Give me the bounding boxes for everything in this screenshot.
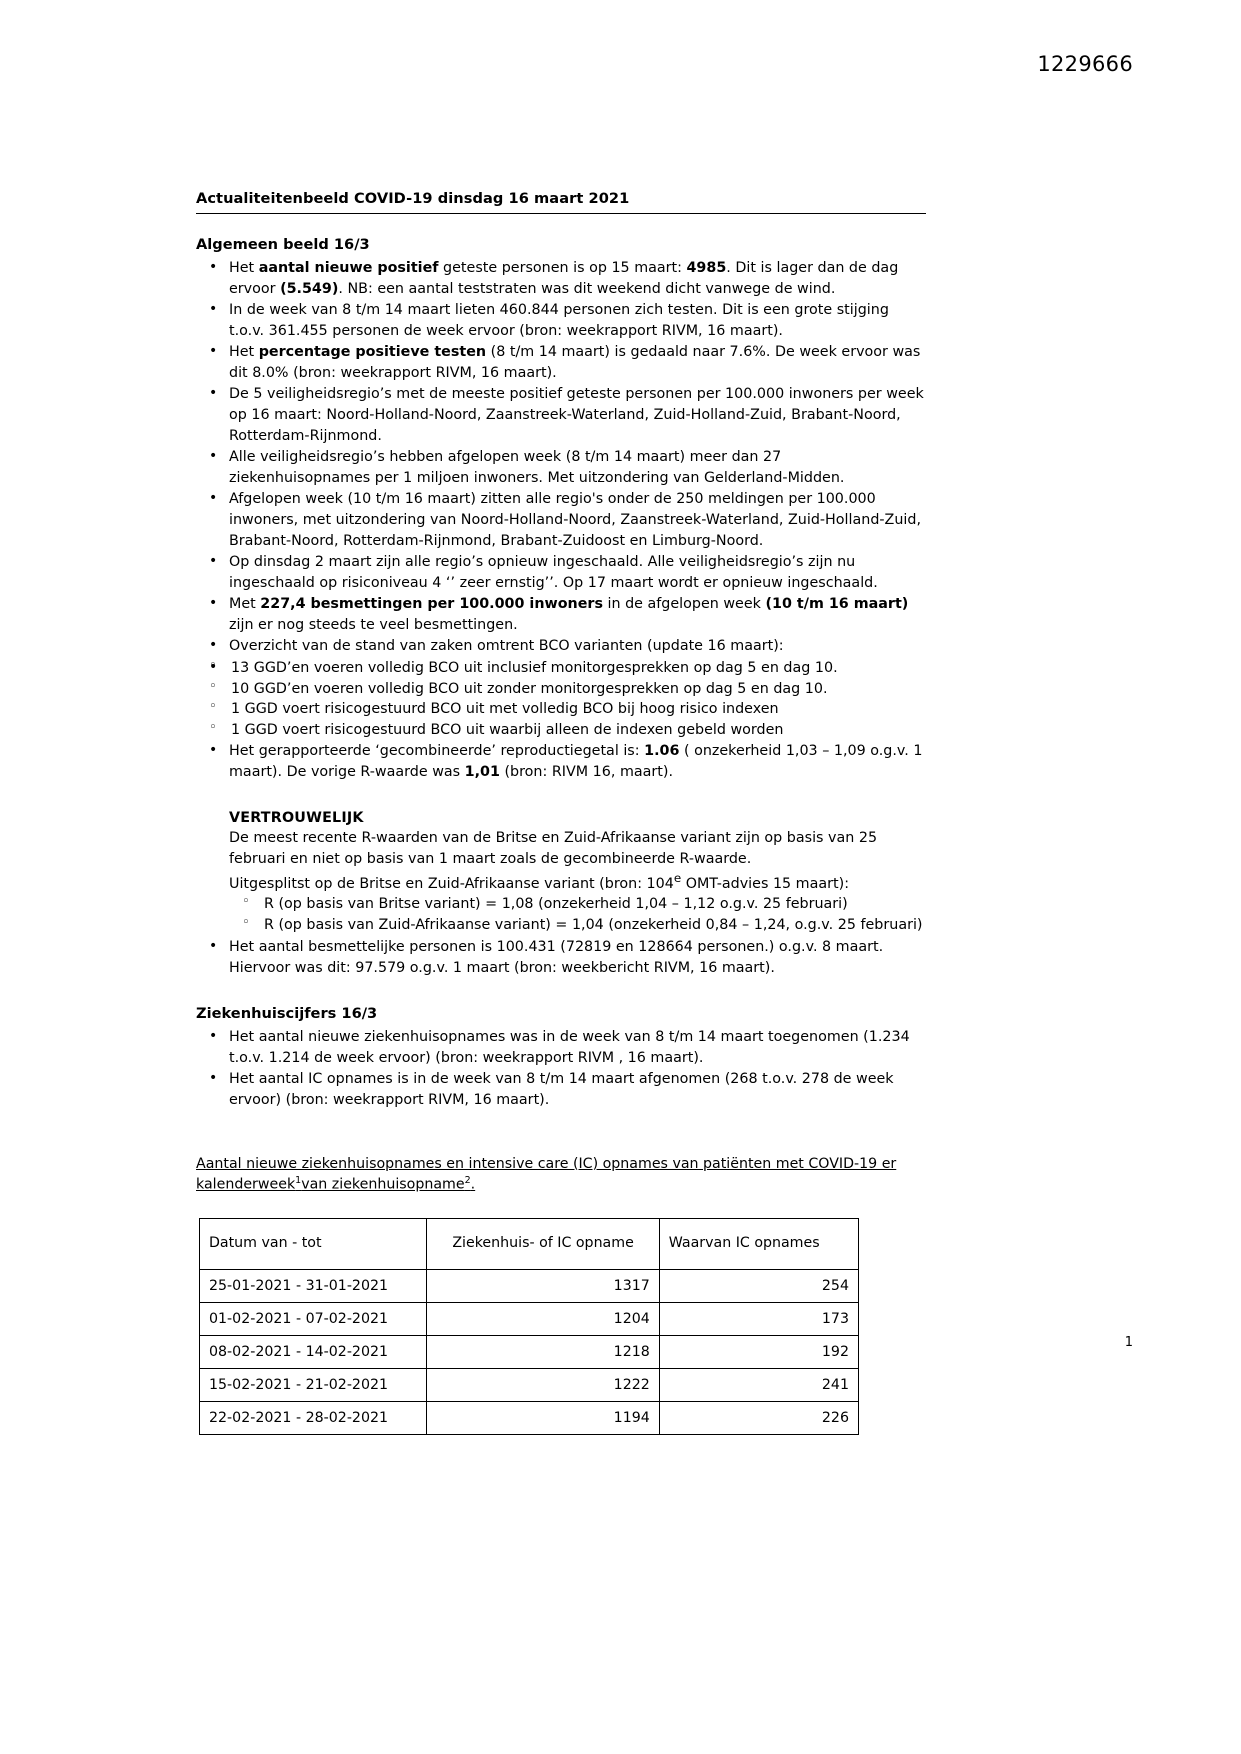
table-row	[200, 1368, 859, 1401]
general-bullet-list	[196, 258, 926, 782]
bullet-item	[196, 258, 926, 299]
emphasis-text: 4985	[686, 260, 727, 276]
bullet-item	[196, 1069, 926, 1110]
column-header-ic-only: Waarvan IC opnames	[659, 1218, 858, 1269]
body-text: In de week van 8 t/m 14 maart lieten 460.844 personen zich testen. Dit is een grote stijging t.o.v. 361.455 personen de week ervoor (bron: weekrapport RIVM, 16 maart).	[229, 302, 889, 339]
sub-bullet-item: ◦ • 13 GGD’en voeren volledig BCO uit inclusief monitorgesprekken op dag 5 en dag 10.	[196, 658, 926, 679]
cell-period: 08-02-2021 - 14-02-2021	[200, 1335, 427, 1368]
table-row	[200, 1269, 859, 1302]
confidential-heading: VERTROUWELIJK	[229, 810, 364, 827]
page-title: Actualiteitenbeeld COVID-19 dinsdag 16 maart 2021	[196, 190, 630, 207]
cell-hospital-or-ic: 1222	[427, 1368, 659, 1401]
body-text: ( onzekerheid 1,03 – 1,09 o.g.v. 1 maart). De vorige R-waarde was	[229, 743, 923, 780]
body-text: Afgelopen week (10 t/m 16 maart) zitten alle regio's onder de 250 meldingen per 100.000 inwoners, met uitzondering van Noord-Holland-Noord, Zaanstreek-Waterland, Zuid-Holland-Zuid, Brabant-Noord, Rotterdam-Rijnmond, Brabant-Zuidoost en Limburg-Noord.	[229, 491, 922, 549]
sub-bullet-item: ◦ 1 GGD voert risicogestuurd BCO uit met volledig BCO bij hoog risico indexen	[196, 699, 926, 720]
cell-hospital-or-ic: 1317	[427, 1269, 659, 1302]
column-header-period: Datum van - tot	[200, 1218, 427, 1269]
cell-period: 01-02-2021 - 07-02-2021	[200, 1302, 427, 1335]
body-text: geteste personen is op 15 maart:	[438, 260, 687, 276]
bullet-item	[196, 636, 926, 657]
general-final-bullet-list	[196, 937, 926, 978]
bullet-item	[196, 342, 926, 383]
confidential-block	[229, 798, 926, 935]
spacer	[229, 798, 926, 810]
footnote-ref-2: 2	[464, 1175, 471, 1187]
cell-hospital-or-ic: 1204	[427, 1302, 659, 1335]
document-content	[196, 190, 926, 1435]
table-header	[200, 1218, 859, 1269]
column-header-hospital-or-ic: Ziekenhuis- of IC opname	[427, 1218, 659, 1269]
sub-bullet-list	[196, 658, 926, 740]
hospital-bullet-list	[196, 1027, 926, 1110]
bullet-item	[196, 489, 926, 551]
table-caption-part3: .	[470, 1177, 476, 1194]
body-text: Alle veiligheidsregio’s hebben afgelopen week (8 t/m 14 maart) meer dan 27 ziekenhuisopnames per 1 miljoen inwoners. Met uitzondering van Gelderland-Midden.	[229, 449, 845, 486]
cell-ic-only: 173	[659, 1302, 858, 1335]
body-text: Met	[229, 596, 261, 613]
table-row	[200, 1302, 859, 1335]
ordinal-superscript: e	[673, 870, 682, 885]
emphasis-text: (10 t/m 16 maart)	[765, 596, 909, 613]
bullet-sub-container	[196, 658, 926, 740]
spacer	[196, 1112, 926, 1154]
body-text: Overzicht van de stand van zaken omtrent BCO varianten (update 16 maart):	[229, 638, 784, 655]
body-text: Het aantal besmettelijke personen is 100.431 (72819 en 128664 personen.) o.g.v. 8 maart. Hiervoor was dit: 97.579 o.g.v. 1 maart (bron: weekbericht RIVM, 16 maart).	[229, 939, 884, 976]
sub-bullet-item: ◦ R (op basis van Zuid-Afrikaanse variant) = 1,04 (onzekerheid 0,84 – 1,24, o.g.v. 25 februari)	[229, 915, 926, 936]
cell-ic-only: 226	[659, 1401, 858, 1434]
body-text: De 5 veiligheidsregio’s met de meeste positief geteste personen per 100.000 inwoners per week op 16 maart: Noord-Holland-Noord, Zaanstreek-Waterland, Zuid-Holland-Zuid, Brabant-Noord, Rotterdam-Rijnmond.	[229, 386, 924, 444]
hospital-admissions-table	[199, 1218, 859, 1435]
table-caption-part1: Aantal nieuwe ziekenhuisopnames en intensive care (IC) opnames van patiënten met COVID-19 er kalenderweek	[196, 1155, 897, 1194]
bullet-item	[196, 937, 926, 978]
sub-bullet-item: ◦ R (op basis van Britse variant) = 1,08 (onzekerheid 1,04 – 1,12 o.g.v. 25 februari)	[229, 894, 926, 915]
cell-period: 15-02-2021 - 21-02-2021	[200, 1368, 427, 1401]
table-row	[200, 1335, 859, 1368]
table-body	[200, 1269, 859, 1434]
cell-period: 25-01-2021 - 31-01-2021	[200, 1269, 427, 1302]
confidential-paragraph-2	[229, 870, 926, 894]
bullet-item	[196, 741, 926, 782]
body-text: . NB: een aantal teststraten was dit weekend dicht vanwege de wind.	[338, 280, 836, 297]
section-heading-general: Algemeen beeld 16/3	[196, 236, 370, 253]
confidential-sub-list	[229, 894, 926, 935]
body-text: Het gerapporteerde ‘gecombineerde’ reproductiegetal is:	[229, 743, 645, 760]
emphasis-text: aantal nieuwe positief	[258, 260, 439, 276]
page-number: 1	[1124, 1335, 1133, 1350]
confidential-paragraph-2-prefix: Uitgesplitst op de Britse en Zuid-Afrikaanse variant (bron: 104	[229, 875, 674, 892]
bullet-item	[196, 384, 926, 446]
bullet-item	[196, 552, 926, 593]
section-heading-hospital: Ziekenhuiscijfers 16/3	[196, 1005, 378, 1023]
emphasis-text: (5.549)	[280, 280, 339, 297]
body-text: Het	[229, 260, 259, 276]
cell-hospital-or-ic: 1218	[427, 1335, 659, 1368]
document-title-block	[196, 190, 926, 214]
confidential-paragraph-1: De meest recente R-waarden van de Britse en Zuid-Afrikaanse variant zijn op basis van 25 februari en niet op basis van 1 maart zoals de gecombineerde R-waarde.	[229, 830, 878, 868]
bullet-item	[196, 594, 926, 635]
emphasis-text: 1.06	[644, 743, 680, 760]
cell-ic-only: 241	[659, 1368, 858, 1401]
table-header-row	[200, 1218, 859, 1269]
emphasis-text: 1,01	[464, 763, 500, 780]
footnote-ref-1: 1	[295, 1175, 302, 1187]
emphasis-text: 227,4 besmettingen per 100.000 inwoners	[260, 596, 603, 613]
table-caption	[196, 1154, 926, 1196]
body-text: (8 t/m 14 maart) is gedaald naar 7.6%. De week ervoor was dit 8.0% (bron: weekrapport RIVM, 16 maart).	[229, 344, 921, 381]
body-text: (bron: RIVM 16, maart).	[499, 763, 673, 780]
emphasis-text: percentage positieve testen	[258, 344, 487, 361]
sub-bullet-item: ◦ 1 GGD voert risicogestuurd BCO uit waarbij alleen de indexen gebeld worden	[196, 720, 926, 741]
cell-period: 22-02-2021 - 28-02-2021	[200, 1401, 427, 1434]
sub-bullet-item: ◦ 10 GGD’en voeren volledig BCO uit zonder monitorgesprekken op dag 5 en dag 10.	[196, 679, 926, 700]
body-text: Het aantal IC opnames is in de week van 8 t/m 14 maart afgenomen (268 t.o.v. 278 de week ervoor) (bron: weekrapport RIVM, 16 maart).	[229, 1071, 894, 1108]
cell-ic-only: 254	[659, 1269, 858, 1302]
document-id-number: 1229666	[1037, 52, 1133, 76]
body-text: Het aantal nieuwe ziekenhuisopnames was in de week van 8 t/m 14 maart toegenomen (1.234 t.o.v. 1.214 de week ervoor) (bron: weekrapport RIVM , 16 maart).	[229, 1029, 910, 1066]
bullet-item	[196, 1027, 926, 1068]
body-text: Op dinsdag 2 maart zijn alle regio’s opnieuw ingeschaald. Alle veiligheidsregio’s zijn nu ingeschaald op risiconiveau 4 ‘’ zeer ernstig’’. Op 17 maart wordt er opnieuw ingeschaald.	[229, 554, 878, 591]
confidential-paragraph-2-suffix: OMT-advies 15 maart):	[681, 875, 850, 892]
cell-ic-only: 192	[659, 1335, 858, 1368]
body-text: . Dit is lager dan de dag ervoor	[229, 260, 899, 297]
table-caption-part2: van ziekenhuisopname	[301, 1177, 465, 1194]
body-text: in de afgelopen week	[602, 596, 766, 613]
spacer	[196, 979, 926, 1005]
body-text: zijn er nog steeds te veel besmettingen.	[229, 616, 518, 633]
bullet-item	[196, 447, 926, 488]
table-row	[200, 1401, 859, 1434]
bullet-item	[196, 300, 926, 341]
cell-hospital-or-ic: 1194	[427, 1401, 659, 1434]
body-text: Het	[229, 344, 259, 361]
